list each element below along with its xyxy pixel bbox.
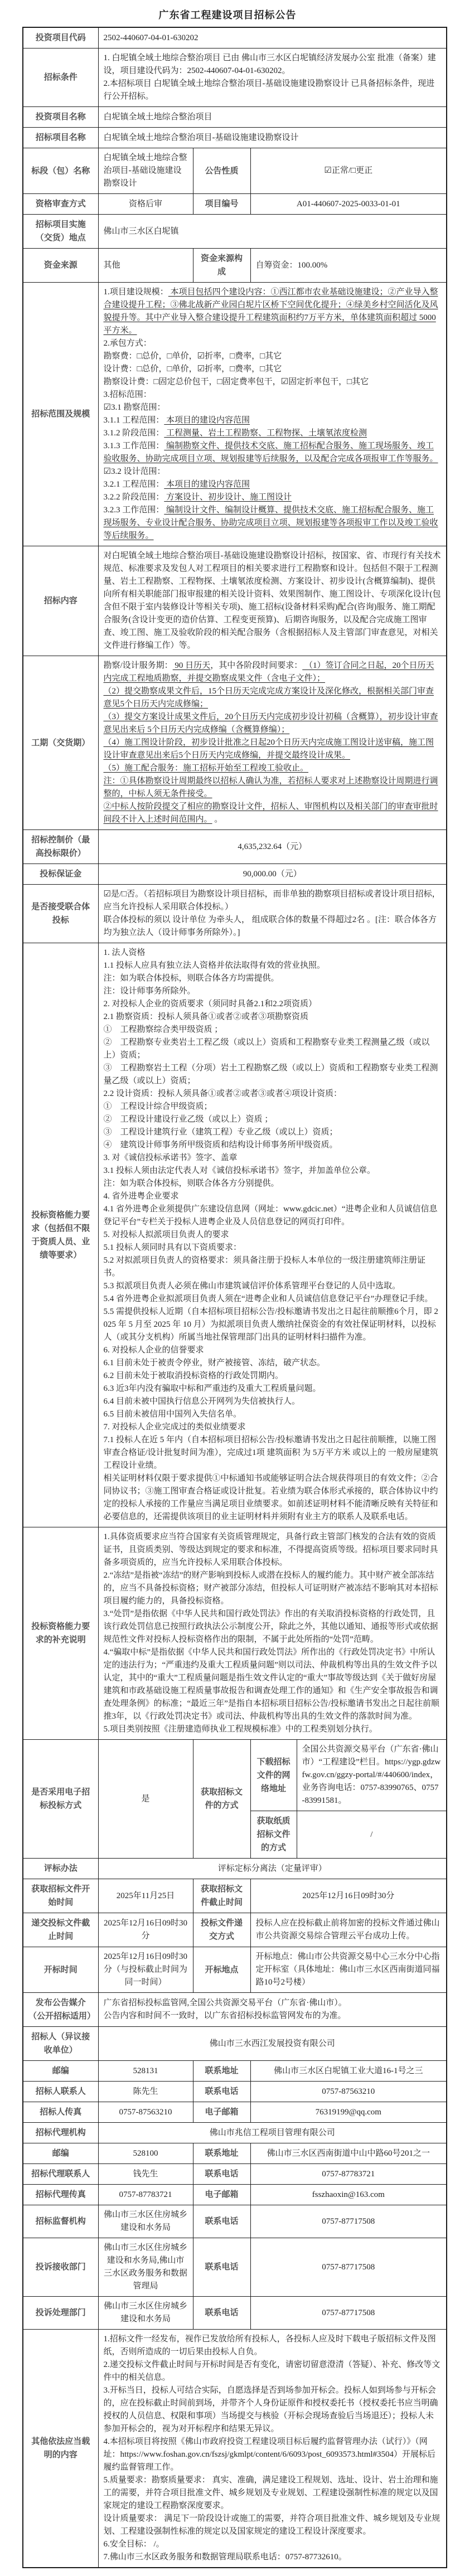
table-row <box>23 2205 447 2238</box>
value-document-start-time: 2025年11月25日 <box>98 1879 193 1913</box>
row-label-fund-composition: 资金来源构成 <box>193 249 250 283</box>
value-supplementary-notes: 1.具体资质要求应当符合国家有关资质管理规定，具备行政主管部门核发的合法有效的资质证书，且资质类别、等级达到规定的要求和标准，不得提高资质等级。招标项目要求同时具备多项资质的，应当允许投标人采用联合体投标。 2.“冻结”是指被“冻结”的财产影响到投标人或潜在投标人的履约能力。其中财产被全部冻结的，应当不具备投标资格；财产被部分冻结，但投标人可证明财产被冻结不影响其对本招标项目履约能力的，具备投标资格。 3.“处罚”是指依据《中华人民共和国行政处罚法》作出的有关取消投标资格的行政处罚，且该行政处罚信息已按照行政执法公示制度公开，除此之外，其他以通知、通报等形式或依据规范性文件对投标人投标资格作出的限制，不属于此处所指的“处罚”范畴。 4.“骗取中标”是指依据《中华人民共和国行政处罚法》所作出的《行政处罚决定书》中所认定的违法行为；“严重违约及重大工程质量问题”则以司法、仲裁机构等出具的生效文件予以认定，其中的“重大”工程质量问题是指生效文件认定的“重大”事故等级达到《关于做好房屋建筑和市政基础设施工程质量事故报告和调查处理工作的通知》和《生产安全事故报告和调查处理条例》的标准；“最近三年”是指自本招标项目招标公告/投标邀请书发出之日起往前顺推3年，以《行政处罚决定书》或司法、仲裁机构等出具的生效文件的落款时间为准。 5.项目类别按照《注册建造师执业工程规模标准》中的工程类别划分执行。 <box>98 1527 447 1740</box>
value-bid-deposit: 90,000.00（元） <box>98 864 447 885</box>
row-label-tender-project-name: 招标项目名称 <box>23 128 98 148</box>
table-row <box>23 2102 447 2123</box>
row-label-tender-scope: 招标范围及规模 <box>23 283 98 546</box>
table-row <box>23 1879 447 1913</box>
row-label-other-content: 其他依法应当载明的内容 <box>23 2330 98 2568</box>
row-label-tenderer-email: 电子邮箱 <box>193 2102 250 2123</box>
table-row <box>23 864 447 885</box>
row-label-announcement-media: 发布公告媒介（公开招标适用） <box>23 1993 98 2027</box>
row-label-delivery-location: 招标项目实施（交货）地点 <box>23 215 98 249</box>
row-label-supplementary-notes: 投标资格能力要求的补充说明 <box>23 1527 98 1740</box>
value-agency-address: 佛山市三水区西南街道中山中路60号201之一 <box>250 2143 447 2164</box>
value-tender-scope: 1.项目建设规模： 本项目包括四个建设内容：①西江都市农业基础设施建设；②产业导入整合建设提升工程；③佛北战新产业园白坭片区桥下空间优化提升；④绿美乡村空间活化及风貌提升等。其中产业导入整合建设提升工程建筑面积约7万平方米，单体建筑面积超过 5000 平方米。 2.承包方式： 勘察费：□总价，□单价，☑折率，□费率，□其它 设计费：□总价，□单价，☑折率，□费率，□其它 勘察设计费：□固定总价包干，□固定费率包干，☑固定折率包干，□其它 3.招标范围： ☑3.1 勘察范围： 3.1.1 工程范围： 本项目的建设内容范围 3.1.2 阶段范围： 工程测量、岩土工程勘察、工程物探、土壤氡浓度检测 3.1.3 工作范围： 编制勘察文件、提供技术交底、施工招标配合服务、施工现场服务、竣工验收服务、协助完成项目立项、规划报建等后续服务，以及配合完成各项报审工作等服务。 ☑3.2 设计范围： 3.2.1 工程范围： 本项目的建设内容范围 3.2.2 阶段范围： 方案设计、初步设计、施工图设计 3.2.3 工作范围： 编制设计文件、编制设计概算、提供技术交底、施工招标配合服务、施工现场服务、专业设计配合服务、协助完成项目立项、规划报建等各项报审工作以及竣工验收等后续服务。 <box>98 283 447 546</box>
value-tenderer-phone: 0757-87563210 <box>250 2082 447 2102</box>
value-agency-contact: 钱先生 <box>98 2164 193 2185</box>
row-label-investment-project-code: 投资项目代码 <box>23 27 98 48</box>
table-row <box>23 283 447 546</box>
table-row <box>23 249 447 283</box>
table-row <box>23 830 447 864</box>
table-row <box>23 1859 447 1879</box>
table-row <box>23 1993 447 2027</box>
row-label-supervision-phone: 联系电话 <box>193 2205 250 2238</box>
value-tender-conditions: 1. 白坭镇全域土地综合整治项目 已由 佛山市三水区白坭镇经济发展办公室 批准（备案）建设，项目建设代码为：2502-440607-04-01-630202。 2.本招标项目 白坭镇全域土地综合整治项目-基础设施建设勘察设计 已具备招标条件，现进行公开招标。 <box>98 48 447 107</box>
row-label-announcement-nature: 公告性质 <box>193 148 250 194</box>
row-label-supervision-agency: 招标监督机构 <box>23 2205 98 2238</box>
value-tenderer-contact: 陈先生 <box>98 2082 193 2102</box>
value-paper-document-method: / <box>297 1811 447 1859</box>
table-row <box>23 2027 447 2061</box>
row-label-tenderer: 招标人（异议接收单位） <box>23 2027 98 2061</box>
value-agency-fax: 0757-87783721 <box>98 2185 193 2205</box>
value-tenderer-email: 76319199@qq.com <box>250 2102 447 2123</box>
value-investment-project-name: 白坭镇全域土地综合整治项目 <box>98 107 447 128</box>
table-row <box>23 107 447 128</box>
table-row <box>23 1740 447 1811</box>
table-row <box>23 885 447 943</box>
row-label-agency: 招标代理机构 <box>23 2123 98 2143</box>
row-label-agency-phone: 联系电话 <box>193 2164 250 2185</box>
value-announcement-media: 广东省招标投标监管网,全国公共资源交易平台（广东省·佛山市）。 公告内容和时间不一致时，以广东省招标投标监管网发布的为准。 <box>98 1993 447 2027</box>
row-label-construction-period: 工期（交货期） <box>23 656 98 830</box>
table-row <box>23 27 447 48</box>
table-row <box>23 2238 447 2297</box>
row-label-tender-conditions: 招标条件 <box>23 48 98 107</box>
value-delivery-location: 佛山市三水区白坭镇 <box>98 215 447 249</box>
table-row <box>23 1527 447 1740</box>
value-supervision-agency: 佛山市三水区住房城乡建设和水务局 <box>98 2205 193 2238</box>
table-row <box>23 215 447 249</box>
value-consortium-accepted: ☑是/□否。（若招标项目为勘察设计项目招标，而非单独的勘察项目招标或者设计项目招标，应当允许投标人采用联合体投标。） 联合体投标的须以 设计单位 为牵头人， 组成联合体的数量不得超过2名 。[注：联合体各方均为独立法人（设计师事务所除外）。] <box>98 885 447 943</box>
table-row <box>23 2164 447 2185</box>
value-investment-project-code: 2502-440607-04-01-630202 <box>98 27 447 48</box>
value-tenderer-address: 佛山市三水区白坭镇工业大道16-1号之三 <box>250 2061 447 2082</box>
value-supervision-phone: 0757-87717508 <box>250 2205 447 2238</box>
page-title: 广东省工程建设项目招标公告 <box>158 9 297 21</box>
value-agency: 佛山市兆信工程项目管理有限公司 <box>98 2123 447 2143</box>
value-document-deadline: 2025年12月16日09时30分 <box>250 1879 447 1913</box>
row-label-agency-postcode: 邮编 <box>23 2143 98 2164</box>
value-complaint-receiving-dept: 佛山市三水区住房城乡建设和水务局,佛山市三水区政务服务和数据管理局 <box>98 2238 193 2297</box>
value-other-content: 1.招标文件一经发布，视作已发放给所有投标人，各投标人应及时下载电子版招标文件及图纸，否则所造成的一切后果由投标人自负。 2.递交投标文件截止时间与开标时间是否有变化，请密切留意澄清（答疑）、补充、修改等文件中的相关信息。 3.开标当日，投标人可结合实际，自愿选择是否到场参加开标会。投标人如到场参与开标会的，应在投标截止时间前到场，并带齐个人身份证原件和授权委托书（授权委托书应当明确授权的人员信息、权限和事项）当场提交与核验（开标会现场查验后当场退还）；投标人未参加开标会的，视为对开标程序和结果无异议。 4.本招标项目将按照《佛山市政府投资工程建设项目标后履约监督管理办法（试行）》（网址：https://www.foshan.gov.cn/fszsj/gkmlpt/content/6/6093/post_6093573.html#3504）开展标后履约监督管理工作。 5.质量要求：勘察质量要求： 真实、准确，满足建设工程规划、选址、设计、岩土治理和施工的需要，并符合项目批准文件、城乡规划及专业规划、工程建设强制性标准的规定以及国家规定的建设工程勘察深度要求。 设计质量要求： 满足下一阶段设计或施工的需要，并符合项目批准文件、城乡规划及专业规划、工程建设强制性标准的规定以及国家规定的建设工程设计深度要求。 6.安全目标： /。 7.佛山市三水区政务服务和数据管理局联系电话：0757-87732610。 <box>98 2330 447 2568</box>
row-label-download-url: 下载招标文件的网络地址 <box>250 1740 297 1811</box>
row-label-bid-opening-location: 开标地点 <box>193 1947 250 1993</box>
value-fund-source: 其他 <box>98 249 193 283</box>
row-label-qualification-requirements: 投标资格能力要求（包括但不限于资质人员、业绩等要求） <box>23 943 98 1527</box>
value-construction-period: 勘察/设计服务期： 90 日历天，其中各阶段时间要求： （1）签订合同之日起，20个日历天内完成工程地质勘察，并提交勘察成果文件（含电子文件）； （2）提交勘察成果文件后，15个日历天完成完成方案设计及深化修改，根据相关部门审查意见5个日历天内完成修编； （3）提交方案设计成果文件后，20个日历天内完成初步设计初稿（含概算），初步设计审查意见出来后 5个日历天内完成修编（含概算修编）； （4）施工图设计阶段，初步设计批准之日起20个日历天内完成施工图设计送审稿，施工图设计审查意见出来后5个日历天内完成修编，并提交最终设计成果。 （5）施工配合服务：施工招标开始至工程竣工验收止。 注：①具体勘察设计周期最终以招标人确认为准，若招标人要求对上述勘察设计周期进行调整的，中标人须无条件接受。 ②中标人按阶段提交了相应的勘察设计文件，招标人、审图机构以及相关部门的审查审批时间段不计入上述时间范围内。 。 <box>98 656 447 830</box>
row-label-document-acquisition-method: 获取招标文件的方式 <box>193 1740 250 1859</box>
value-tenderer-postcode: 528131 <box>98 2061 193 2082</box>
table-row <box>23 2330 447 2568</box>
value-fund-composition: 自筹资金：100.00% <box>250 249 447 283</box>
value-bid-submission-method: 投标人应在投标截止前将加密的投标文件通过佛山市公共资源交易综合管理云平台成功上传。 <box>250 1913 447 1947</box>
value-complaint-handling-phone: 0757-87717508 <box>250 2297 447 2330</box>
row-label-complaint-receiving-dept: 投诉接收部门 <box>23 2238 98 2297</box>
row-label-agency-contact: 招标代理联系人 <box>23 2164 98 2185</box>
table-row <box>23 2297 447 2330</box>
value-download-url: 全国公共资源交易平台（广东省·佛山市）“工程建设”栏目。https://ygp.gdzwfw.gov.cn/ggzy-portal/#/440600/index，业务咨询电话：0757-83990765、0757-83991581。 <box>297 1740 447 1811</box>
row-label-tender-content: 招标内容 <box>23 546 98 656</box>
table-row <box>23 943 447 1527</box>
table-row <box>23 2082 447 2102</box>
table-row <box>23 1947 447 1993</box>
value-bid-submission-deadline: 2025年12月16日09时30分 <box>98 1913 193 1947</box>
row-label-bid-opening-time: 开标时间 <box>23 1947 98 1993</box>
row-label-consortium-accepted: 是否接受联合体投标 <box>23 885 98 943</box>
row-label-tenderer-postcode: 邮编 <box>23 2061 98 2082</box>
row-label-fund-source: 资金来源 <box>23 249 98 283</box>
value-tender-content: 对白坭镇全域土地综合整治项目-基础设施建设勘察设计招标，按国家、省、市现行有关技术规范、标准要求及发包人对工程项目的相关要求进行工程勘察和设计。包括但不限于工程测量、岩土工程勘察、工程物探、土壤氡浓度检测、方案设计、初步设计(含概算编制)、提供向所有相关职能部门报审报建的相关设计资料、效果图制作、施工图设计、专项深化设计(包含但不限于室内装修设计等相关专项)、施工招标(设备材料采购)配合(咨询)服务、施工期配合服务(含设计变更的造价估算、工程变更预算)、后期咨询服务，以及配合完成施工图审查、竣工图、施工及验收阶段的相关配合服务（含根据招标人及主管部门审查意见，对相关文件进行修编工作）等。 <box>98 546 447 656</box>
row-label-tenderer-phone: 联系电话 <box>193 2082 250 2102</box>
table-row <box>23 2143 447 2164</box>
value-complaint-receiving-phone: 0757-87717508 <box>250 2238 447 2297</box>
value-qualification-requirements: 1. 法人资格 1.1 投标人应具有独立法人资格并依法取得有效的营业执照。 注：如为联合体投标，则联合体各方均需提供。 注：设计师事务所除外。 2. 对投标人企业的资质要求（须同时具备2.1和2.2项资质） 2.1 勘察资质：投标人须具备①或者②或者③项勘察资质 ① 工程勘察综合类甲级资质 ； ② 工程勘察专业类岩土工程乙级（或以上）资质和工程勘察专业类工程测量乙级（或以上）资质； ③ 工程勘察岩土工程（分项）岩土工程勘察乙级（或以上）资质和工程勘察专业类工程测量乙级（或以上）资质； 2.2 设计资质：投标人须具备①或者②或者③或者④项设计资质： ① 工程设计综合甲级资质； ② 工程设计建设行业乙级（或以上）资质 ； ③ 工程设计建筑行业（建筑工程）专业乙级（或以上）资质； ④ 建筑设计师事务所甲级资质和结构设计师事务所甲级资质。 3. 对《诚信投标承诺书》签字、盖章 3.1 投标人须由法定代表人对《诚信投标承诺书》签字，并加盖单位公章。 注：如为联合体投标，则联合体各方分别提供。 4. 省外进粤企业要求 4.1 省外进粤企业须提供广东建设信息网（网址：www.gdcic.net）“进粤企业和人员诚信信息登记平台”专栏关于投标人进粤企业及人员信息登记的网页打印件。 5. 对投标人拟派项目负责人的要求 5.1 投标人须同时具有以下资质要求： 5.2 对拟派项目负责人的资格要求：须具备注册于投标人本单位的一级注册建筑师注册证书。 5.3 拟派项目负责人必须在佛山市建筑诚信评价体系管理平台登记的人员中选取。 5.4 省外进粤企业拟派项目负责人须在“进粤企业和人员诚信信息登记平台”办理登记手续。 5.5 需提供投标人近期（自本招标项目招标公告/投标邀请书发出之日起往前顺推6个月，即 2025 年 5 月至 2025 年 10 月）为拟派项目负责人缴纳社保资金的有效社保证明材料，以投标人（或其分支机构）所属当地社保管理部门出具的证明材料扫描件为准。 6. 对投标人企业的信誉要求 6.1 目前未处于被责令停业，财产被接管、冻结，破产状态。 6.2 目前未处于被取消投标资格的行政处罚期内。 6.3 近3年内没有骗取中标和严重违约及重大工程质量问题。 6.4 目前未被中国执行信息公开网列为失信被执行人。 6.5 目前未被信用中国列入失信名单。 7. 对投标人企业完成过的类似业绩要求 7.1 投标人在近 5 年内（自本招标项目招标公告/投标邀请书发出之日起往前顺推，以施工图审查合格证/设计批复时间为准），完成过1项 建筑面积 为 5万平方米 或以上的 一般房屋建筑 工程设计业绩。 相关证明材料仅限于要求提供①中标通知书或能够证明合法合规获得项目的有效文件；②合同协议书；③施工图审查合格证或设计批复。若业绩为联合体形式承接的，联合体协议中约定的投标人承接的工作量应当满足项目业绩要求。如前述证明材料不能清晰反映有关特征和必要信息的，还需提供该项目的业主证明材料并须附有业主方的联系人及联系电话。 <box>98 943 447 1527</box>
announcement-table <box>22 27 447 2568</box>
row-label-bid-submission-method: 投标文件递交方式 <box>193 1913 250 1947</box>
value-tenderer: 佛山市三水西江发展投资有限公司 <box>98 2027 447 2061</box>
row-label-tenderer-contact: 招标人联系人 <box>23 2082 98 2102</box>
row-label-project-number: 项目编号 <box>193 194 250 215</box>
value-announcement-nature: ☑正常/□更正 <box>250 148 447 194</box>
table-row <box>23 48 447 107</box>
value-complaint-handling-dept: 佛山市三水区住房城乡建设和水务局 <box>98 2297 193 2330</box>
value-agency-phone: 0757-87783721 <box>250 2164 447 2185</box>
row-label-complaint-receiving-phone: 联系电话 <box>193 2238 250 2297</box>
row-label-complaint-handling-dept: 投诉处理部门 <box>23 2297 98 2330</box>
row-label-tenderer-address: 联系地址 <box>193 2061 250 2082</box>
value-agency-postcode: 528100 <box>98 2143 193 2164</box>
table-row <box>23 148 447 194</box>
row-label-evaluation-method: 评标办法 <box>23 1859 98 1879</box>
value-tenderer-fax: 0757-87563210 <box>98 2102 193 2123</box>
row-label-document-deadline: 获取招标文件截止时间 <box>193 1879 250 1913</box>
row-label-control-price: 招标控制价（最高投标限价） <box>23 830 98 864</box>
row-label-investment-project-name: 投资项目名称 <box>23 107 98 128</box>
table-row <box>23 1913 447 1947</box>
value-agency-email: fsszhaoxin@163.com <box>250 2185 447 2205</box>
row-label-electronic-bidding: 是否采用电子招标投标方式 <box>23 1740 98 1859</box>
row-label-agency-address: 联系地址 <box>193 2143 250 2164</box>
row-label-tenderer-fax: 招标人传真 <box>23 2102 98 2123</box>
row-label-agency-email: 电子邮箱 <box>193 2185 250 2205</box>
value-qualification-review: 资格后审 <box>98 194 193 215</box>
value-project-number: A01-440607-2025-0033-01-01 <box>250 194 447 215</box>
table-row <box>23 546 447 656</box>
table-row <box>23 2185 447 2205</box>
value-electronic-bidding: 是 <box>98 1740 193 1859</box>
row-label-bid-deposit: 投标保证金 <box>23 864 98 885</box>
table-row <box>23 2123 447 2143</box>
table-row <box>23 2061 447 2082</box>
row-label-document-start-time: 获取招标文件开始时间 <box>23 1879 98 1913</box>
row-label-paper-document-method: 获取纸质招标文件的方式 <box>250 1811 297 1859</box>
row-label-complaint-handling-phone: 联系电话 <box>193 2297 250 2330</box>
value-bid-opening-time: 2025年12月16日09时30分（与投标截止时间为同一时间） <box>98 1947 193 1993</box>
row-label-qualification-review: 资格审查方式 <box>23 194 98 215</box>
table-row <box>23 194 447 215</box>
table-row <box>23 656 447 830</box>
value-control-price: 4,635,232.64（元） <box>98 830 447 864</box>
value-evaluation-method: 评标定标分离法（定量评审） <box>98 1859 447 1879</box>
table-row <box>23 128 447 148</box>
row-label-section-name: 标段（包）名称 <box>23 148 98 194</box>
value-tender-project-name: 白坭镇全域土地综合整治项目-基础设施建设勘察设计 <box>98 128 447 148</box>
value-bid-opening-location: 开标地点：佛山市公共资源交易中心三水分中心指定开标室（具体地址：佛山市三水区西南街道同福路10号2号楼） <box>250 1947 447 1993</box>
row-label-agency-fax: 招标代理传真 <box>23 2185 98 2205</box>
row-label-bid-submission-deadline: 递交投标文件截止时间 <box>23 1913 98 1947</box>
value-section-name: 白坭镇全域土地综合整治项目-基础设施建设勘察设计 <box>98 148 193 194</box>
